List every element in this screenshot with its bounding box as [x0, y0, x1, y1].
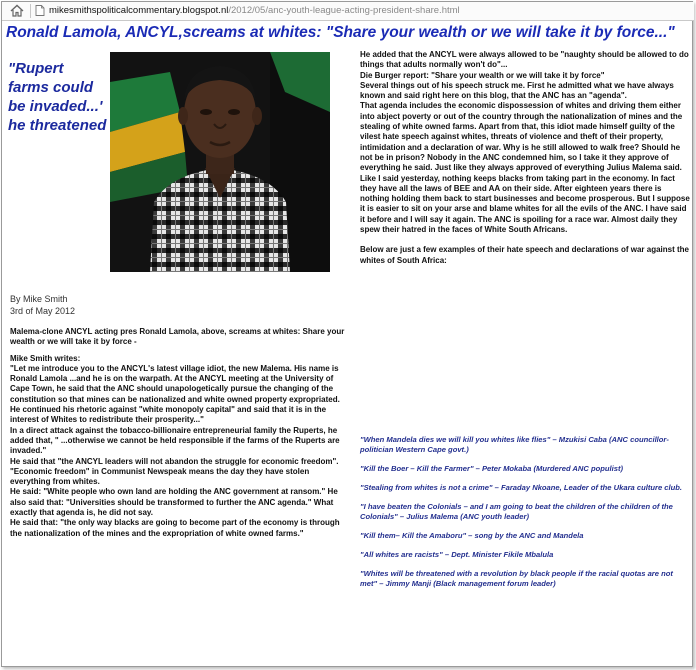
page-icon [35, 5, 45, 16]
quote-item: "Kill them– Kill the Amaboru" – song by the ANC and Mandela [360, 531, 584, 540]
article-photo [110, 52, 330, 272]
byline-author: By Mike Smith [10, 294, 68, 304]
article-headline: Ronald Lamola, ANCYL,screams at whites: "Share your wealth or we will take it by force..." [6, 24, 675, 41]
home-icon[interactable] [10, 4, 24, 17]
article-paragraph: Several things out of his speech struck me. First he admitted what we have always known and said right here on this blog, that the ANC has an "agenda". [360, 80, 674, 101]
address-divider [30, 4, 31, 18]
byline-date: 3rd of May 2012 [10, 306, 76, 316]
article-body-left [10, 327, 346, 539]
url-host: mikesmithspoliticalcommentary.blogspot.nl [49, 5, 229, 16]
browser-window [1, 1, 693, 667]
article-paragraph: Die Burger report: "Share your wealth or we will take it by force" [360, 70, 605, 80]
portrait-illustration [110, 52, 330, 272]
article-paragraph: Malema-clone ANCYL acting pres Ronald Lamola, above, screams at whites: Share your wealth or we will take it by force - [10, 327, 345, 347]
article-paragraph: Mike Smith writes: [10, 353, 81, 363]
article-paragraph: Below are just a few examples of their hate speech and declarations of war against the whites of South Africa: [360, 245, 689, 265]
address-bar[interactable] [2, 2, 694, 21]
article-paragraph: In a direct attack against the tobacco-billionaire entrepreneurial family the Ruperts, he added that, " ...otherwise we cannot be held responsible if the farms of the Ruperts are invaded." [10, 425, 340, 456]
quote-item: "All whites are racists" – Dept. Minister Fikile Mbalula [360, 550, 554, 559]
hate-speech-quote-list [360, 435, 690, 598]
article-paragraph: He said: "White people who own land are holding the ANC government at ransom." He also said that: "Universities should be transformed to further the ANC agenda." What exactly that agenda is, he did not say. [10, 487, 338, 518]
byline [10, 293, 75, 317]
quote-item: "I have beaten the Colonials – and I am going to beat the children of the children of the Colonials" – Julius Malema (ANC youth leader) [360, 502, 673, 521]
quote-item: "Whites will be threatened with a revolution by black people if the racial quotas are not met" – Jimmy Manji (Black management forum leader) [360, 569, 673, 588]
quote-item: "Stealing from whites is not a crime" – Faraday Nkoane, Leader of the Ukara culture club. [360, 483, 683, 492]
article-paragraph: He added that the ANCYL were always allowed to be "naughty should be allowed to do things that adults normally won't do"... [360, 50, 689, 70]
pull-quote: "Rupert farms could be invaded...' he threatened [8, 60, 107, 134]
quote-item: "When Mandela dies we will kill you whites like flies" – Mzukisi Caba (ANC councillor-politician Western Cape govt.) [360, 435, 669, 454]
url-field[interactable] [49, 5, 460, 17]
url-path: /2012/05/anc-youth-league-acting-president-share.html [228, 5, 460, 16]
article-paragraph: He continued his rhetoric against "white monopoly capital" and said that it is in the interest of Whites to redistribute their prosperity..." [10, 405, 327, 425]
article-body-right [360, 50, 690, 266]
article-paragraph: He said that "the ANCYL leaders will not abandon the struggle for economic freedom". [10, 456, 339, 466]
article-paragraph: That agenda includes the economic dispossession of whites and driving them either into abject poverty or out of the country through the nationalization of mines and the stealing of white owned farms. Apart from that, this idiot made himself guilty of the vilest hate speech against whites, threats of violence and theft of their property, intimidation and a declaration of war. Why is he still allowed to walk free? Should he not be in prison? Nobody in the ANC condemned him, so I take it they approve of everything he said. Just like they always approved of everything Julius Malema said. Like I said yesterday, nothing keeps blacks from taking part in the economy. In fact they have all the laws of BEE and AA on their side. After eighteen years there is nothing holding them back to start businesses and become prosperous. But I suppose it is easier to sit on your arse and blame whites for all the evils of the ANC. I have said it before and I will say it again. The ANC is spoiling for a race war. Almost daily they spew their hatred in the faces of White South Africans. [360, 101, 690, 235]
quote-item: "Kill the Boer – Kill the Farmer" – Peter Mokaba (Murdered ANC populist) [360, 464, 624, 473]
article-paragraph: He said that: "the only way blacks are going to become part of the economy is through the nationalization of the mines and the expropriation of white owned farms." [10, 518, 340, 538]
article-paragraph: "Economic freedom" in Communist Newspeak means the day they have stolen everything from whites. [10, 466, 310, 487]
article-paragraph: "Let me introduce you to the ANCYL's latest village idiot, the new Malema. His name is Ronald Lamola ...and he is on the warpath. At the ANCYL meeting at the University of Cape Town, he said that the ANC should unapologetically pursue the changing of the constitution so that mines can be nationalized and white owned property expropriated. [10, 363, 340, 404]
